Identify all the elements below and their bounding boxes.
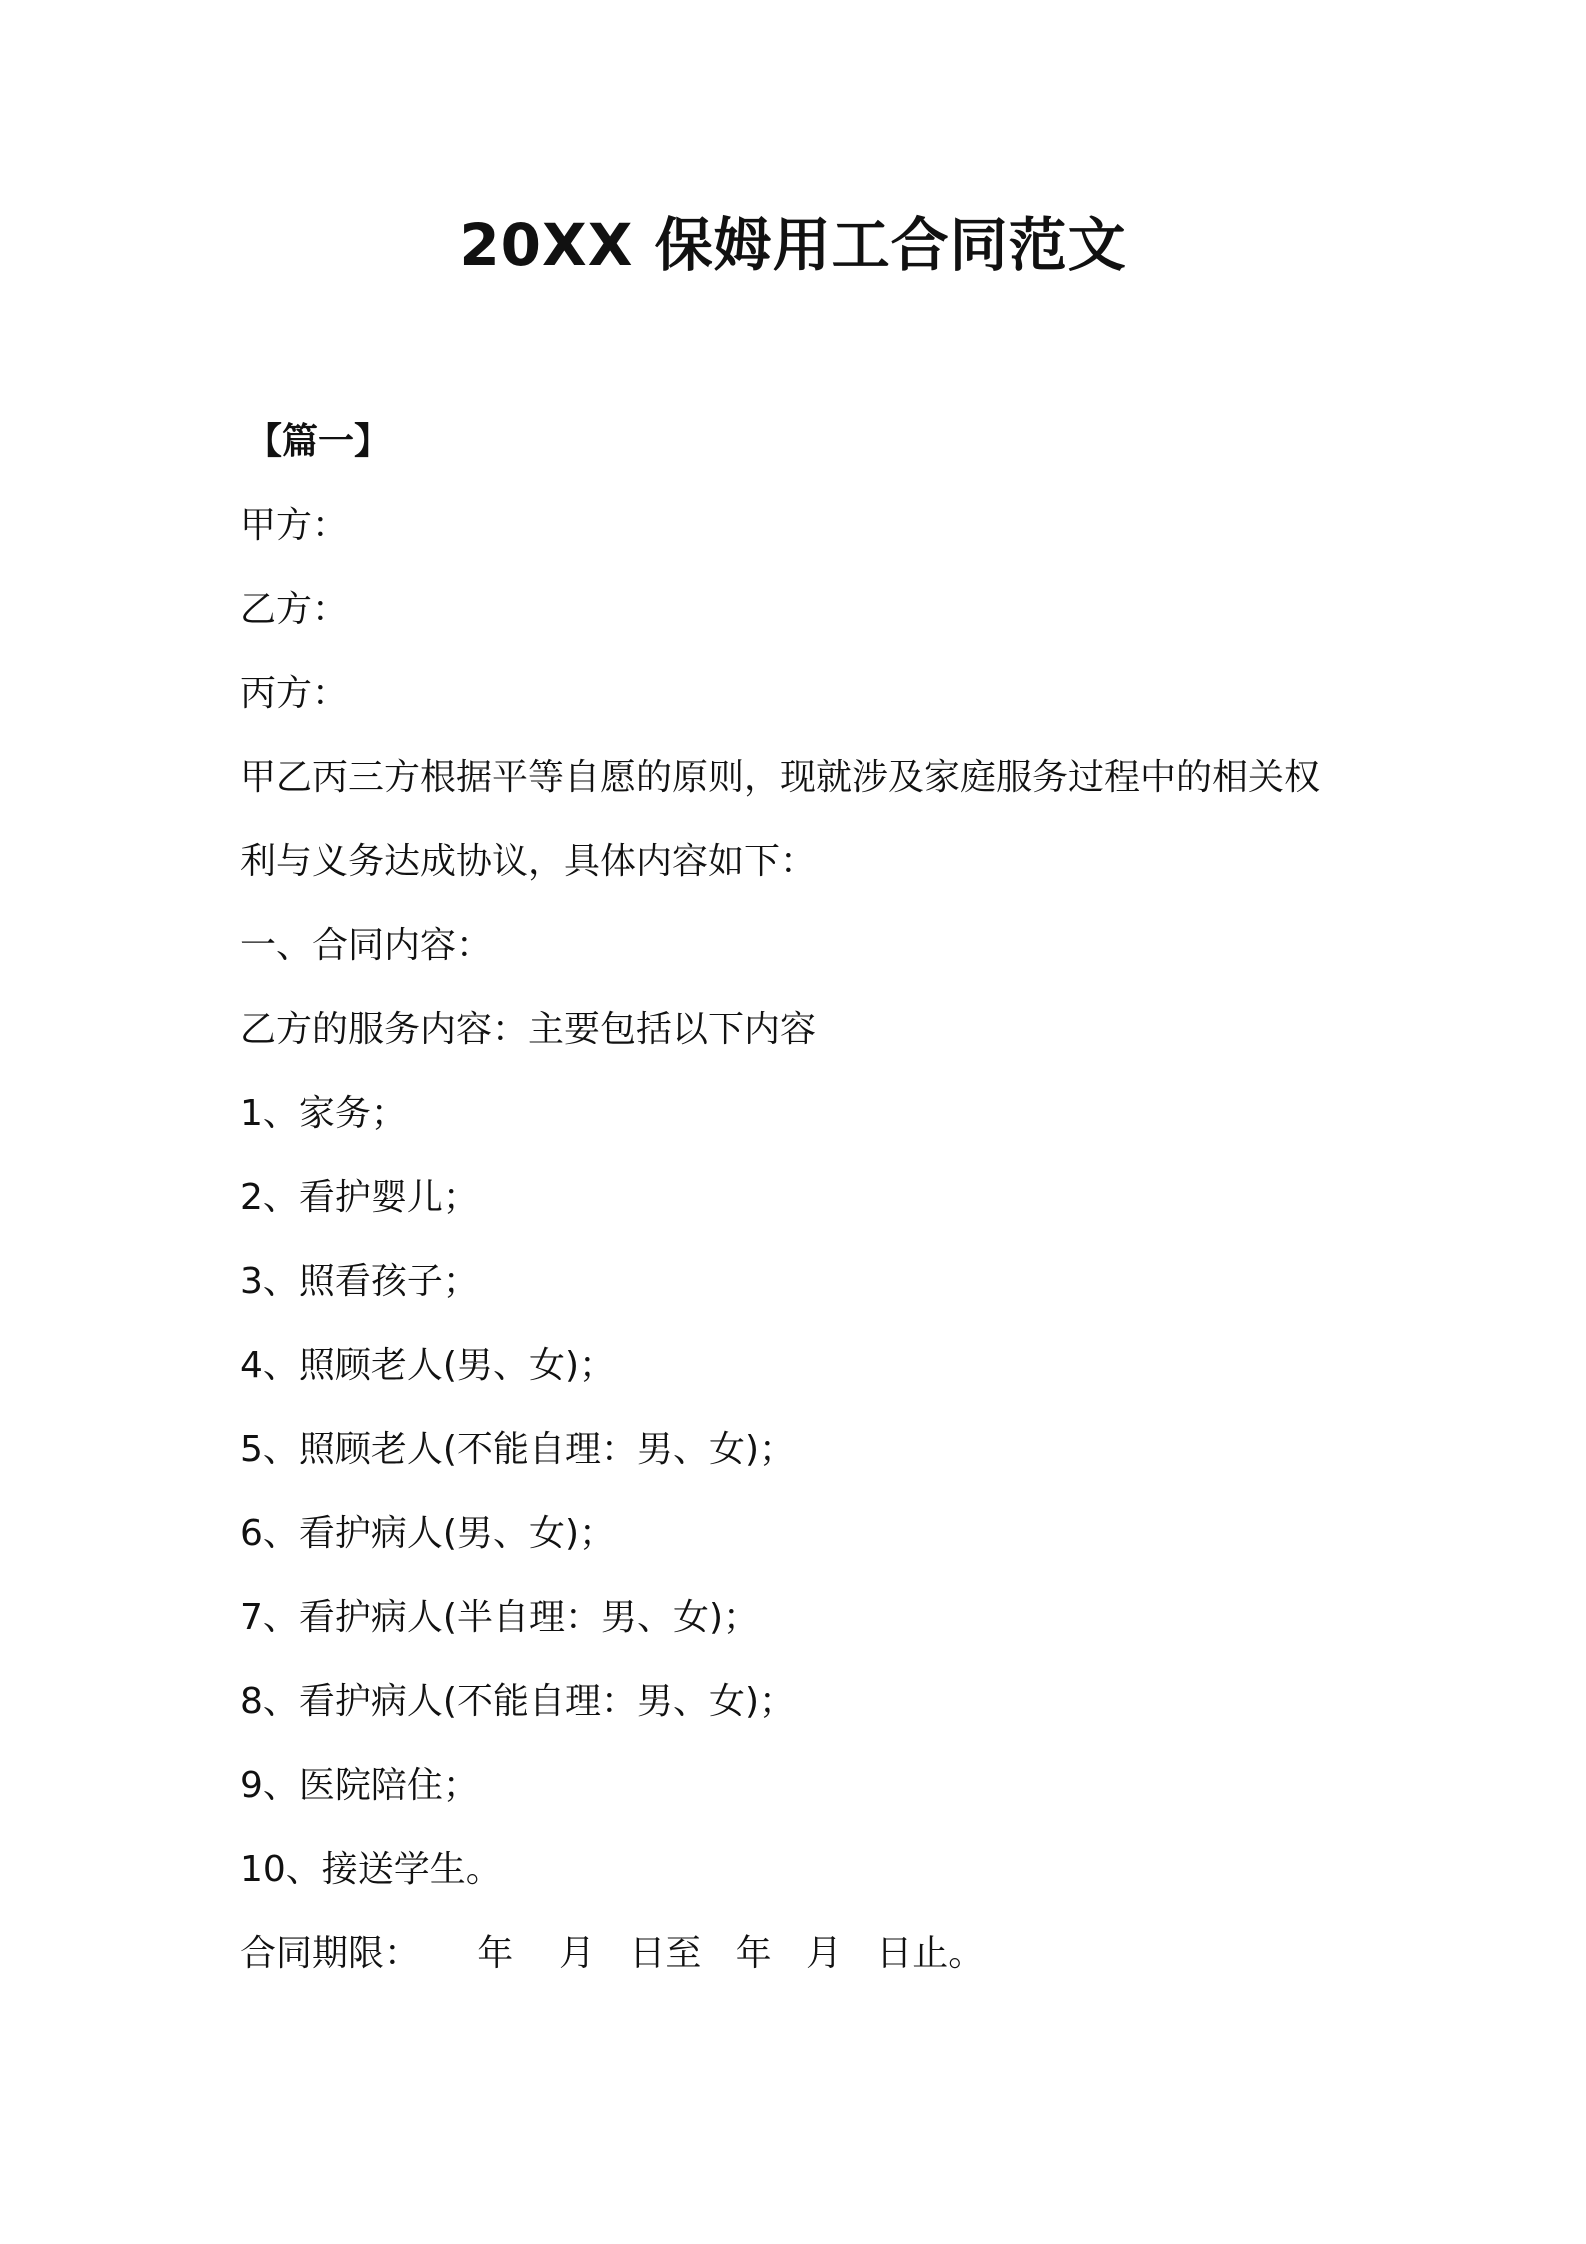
document-body: [240, 400, 1370, 1996]
section-label: 【篇一】: [246, 421, 391, 462]
service-item: 3、照看孩子；: [240, 1261, 479, 1302]
service-item: 6、看护病人(男、女)；: [240, 1513, 615, 1554]
contract-term-line: 合同期限： 年 月 日至 年 月 日止。: [240, 1933, 985, 1974]
party-b-line: 乙方：: [240, 589, 349, 630]
service-intro: 乙方的服务内容：主要包括以下内容: [240, 1009, 817, 1050]
service-item: 9、医院陪住；: [240, 1765, 479, 1806]
service-item: 2、看护婴儿；: [240, 1177, 479, 1218]
service-item: 4、照顾老人(男、女)；: [240, 1345, 615, 1386]
service-item: 5、照顾老人(不能自理：男、女)；: [240, 1429, 795, 1470]
party-a-line: 甲方：: [240, 505, 349, 546]
party-c-line: 丙方：: [240, 673, 349, 714]
service-item: 1、家务；: [240, 1093, 407, 1134]
intro-paragraph-line-2: 利与义务达成协议，具体内容如下：: [240, 841, 817, 882]
service-item: 8、看护病人(不能自理：男、女)；: [240, 1681, 795, 1722]
intro-paragraph-line-1: 甲乙丙三方根据平等自愿的原则，现就涉及家庭服务过程中的相关权: [240, 757, 1321, 798]
service-item: 10、接送学生。: [240, 1849, 502, 1890]
document-title: 20XX 保姆用工合同范文: [459, 211, 1127, 279]
service-item: 7、看护病人(半自理：男、女)；: [240, 1597, 759, 1638]
contract-content-heading: 一、合同内容：: [240, 925, 493, 966]
